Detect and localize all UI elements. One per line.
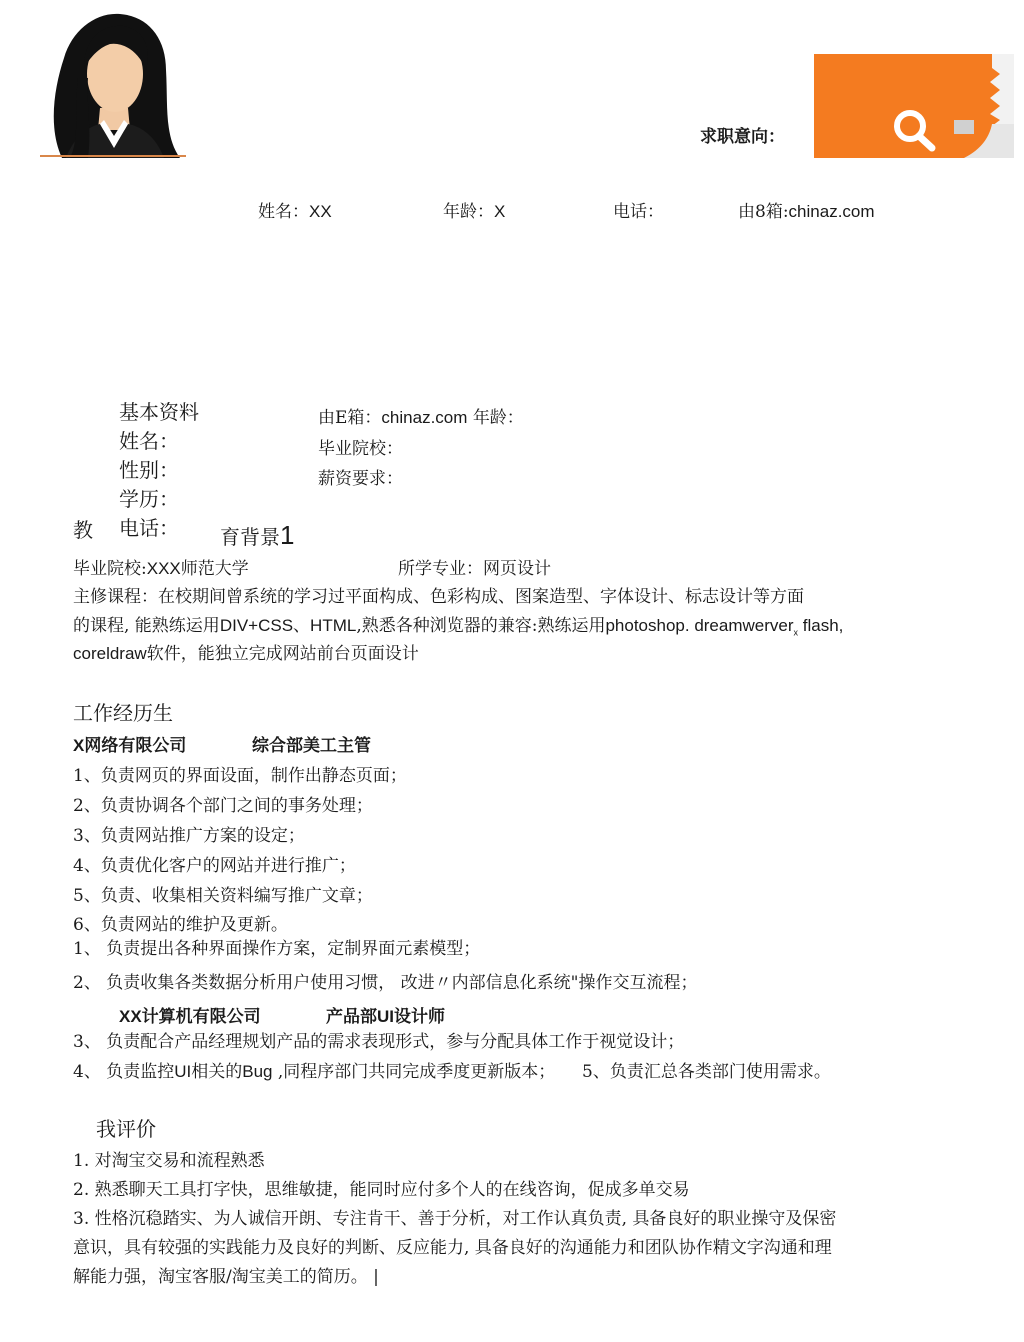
basic-school-label: 毕业院校： [318, 439, 403, 459]
education-course-line2 [73, 611, 843, 637]
header-age-label: 年龄： [443, 202, 494, 222]
female-avatar-icon [40, 8, 186, 158]
header-phone-label: 电话： [613, 202, 664, 222]
education-major: 所学专业：网页设计 [398, 559, 551, 579]
course-text-f: photoshop. dreamwerver [605, 616, 794, 635]
item4-text-b: UI [174, 1062, 192, 1081]
header-name-value: XX [309, 202, 332, 221]
work-position2: 产品部UI设计师 [326, 1007, 445, 1026]
basic-education-label: 学历： [119, 489, 179, 511]
work-item: 1、 负责提出各种界面操作方案，定制界面元素模型； [73, 939, 481, 959]
course-text-g: flash, [798, 616, 844, 635]
education-heading [220, 520, 294, 551]
work-heading: 工作经历生 [73, 703, 173, 725]
course-text-d: HTML [310, 616, 357, 635]
self-eval-line: 3. 性格沉稳踏实、为人诚信开朗、专注肯干、善于分析，对工作认真负责, 具备良好的职业操守及保密 [73, 1209, 837, 1229]
self-eval-line: 解能力强，淘宝客服/淘宝美工的简历。 | [73, 1267, 379, 1287]
item4-text-e: ,同程序部门共同完成季度更新版本； [272, 1062, 556, 1082]
self-eval-line: 1. 对淘宝交易和流程熟悉 [73, 1151, 265, 1171]
course-text-e: ,熟悉各种浏览器的兼容:熟练运用 [356, 616, 606, 636]
education-heading-char: 教 [73, 520, 93, 542]
education-heading-text: 育背景 [220, 527, 280, 549]
basic-heading: 基本资料 [119, 402, 199, 424]
course-text-b: DIV+CSS [219, 616, 294, 635]
item4-text-d: Bug [242, 1062, 273, 1081]
basic-age-label: 年龄： [472, 408, 524, 428]
work-item: 2、负责协调各个部门之间的事务处理； [73, 796, 373, 816]
work-item: 2、 负责收集各类数据分析用户使用习惯， 改进〃内部信息化系统"操作交互流程； [73, 973, 698, 993]
work-item: 5、负责、收集相关资料编写推广文章； [73, 886, 373, 906]
course-text-i: 软件，能独立完成网站前台页面设计 [146, 644, 419, 664]
work-item: 4、负责优化客户的网站并进行推广； [73, 856, 356, 876]
basic-email-age [318, 403, 524, 428]
work-position1: 综合部美工主管 [252, 736, 371, 755]
item4-text-a: 4、 负责监控 [73, 1062, 175, 1082]
education-school [73, 554, 249, 579]
education-school-value: XXX师范大学 [146, 559, 249, 578]
item4-text-c: 相关的 [191, 1062, 243, 1082]
search-banner [814, 54, 1014, 158]
self-eval-line: 意识，具有较强的实践能力及良好的判断、反应能力, 具备良好的沟通能力和团队协作精文字沟通和理 [73, 1238, 832, 1258]
header-age-value: X [494, 202, 506, 221]
work-item: 1、负责网页的界面设面，制作出静态页面； [73, 766, 407, 786]
header-name [258, 197, 332, 222]
self-eval-heading: 我评价 [96, 1119, 156, 1141]
course-text-sub: x [793, 627, 799, 638]
header-name-label: 姓名： [258, 202, 309, 222]
header-email [738, 197, 875, 222]
work-item-5: 5、负责汇总各类部门使用需求。 [582, 1062, 831, 1082]
work-company2: XX计算机有限公司 [119, 1007, 261, 1026]
work-item-4 [73, 1057, 555, 1082]
header-age [443, 197, 505, 222]
education-heading-num: 1 [280, 520, 295, 550]
basic-phone-label: 电话： [119, 518, 179, 540]
basic-salary-label: 薪资要求： [318, 469, 403, 489]
work-company1: X网络有限公司 [73, 736, 187, 755]
course-text-c: 、 [293, 616, 311, 636]
education-course-line3 [73, 639, 419, 664]
education-school-label: 毕业院校: [73, 559, 147, 579]
basic-email-value: chinaz.com [381, 408, 468, 427]
job-intent-label: 求职意向： [700, 127, 785, 146]
education-course-line1: 主修课程：在校期间曾系统的学习过平面构成、色彩构成、图案造型、字体设计、标志设计等方面 [73, 587, 804, 607]
work-item: 6、负责网站的维护及更新。 [73, 915, 288, 935]
header-email-label: 由8箱: [738, 202, 789, 222]
basic-email-label: 由E箱： [318, 408, 382, 428]
work-item: 3、 负责配合产品经理规划产品的需求表现形式，参与分配具体工作于视觉设计； [73, 1032, 685, 1052]
basic-gender-label: 性别： [119, 460, 179, 482]
course-text-h: coreldraw [73, 644, 147, 663]
self-eval-line: 2. 熟悉聊天工具打字快，思维敏捷，能同时应付多个人的在线咨询，促成多单交易 [73, 1180, 690, 1200]
course-text-a: 的课程, 能熟练运用 [73, 616, 220, 636]
avatar [40, 8, 186, 158]
work-item: 3、负责网站推广方案的设定； [73, 826, 305, 846]
header-email-value: chinaz.com [788, 202, 875, 221]
basic-name-label: 姓名： [119, 431, 179, 453]
